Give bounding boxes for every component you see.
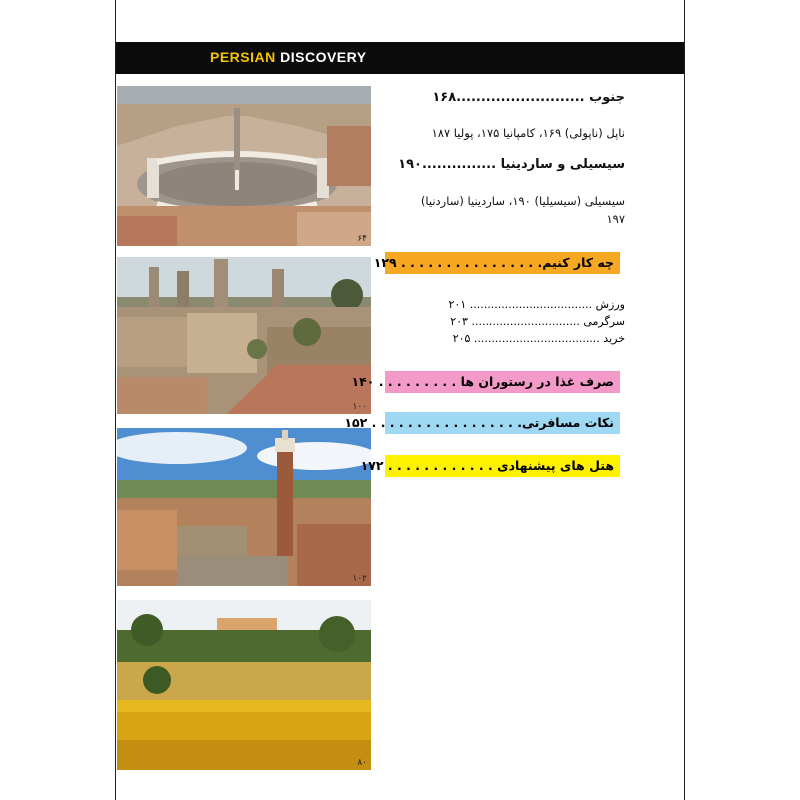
band-hotels-page: ۱۷۲ bbox=[360, 458, 384, 473]
brand-part1: PERSIAN bbox=[210, 49, 276, 65]
toc-sicily[interactable] bbox=[398, 157, 625, 172]
band-what-to-do[interactable] bbox=[373, 252, 620, 274]
toc-south-page: ۱۶۸ bbox=[432, 90, 457, 105]
toc-sicily-detail: سیسیلی (سیسیلیا) ۱۹۰، ساردینیا (ساردنیا) ۱۹۷ bbox=[420, 194, 625, 226]
toc-activity-sport[interactable]: ورزش ................................... ۲۰۱ bbox=[448, 298, 625, 311]
band-tips-page: ۱۵۲ bbox=[344, 415, 368, 430]
toc-sicily-page: ۱۹۰ bbox=[398, 157, 422, 172]
photo-tuscany-sunflowers bbox=[117, 600, 371, 770]
photo-page-number: ۸۰ bbox=[357, 758, 367, 768]
band-what-to-do-title: چه کار کنیم. . . . . . . . . . . . . . . . bbox=[401, 255, 614, 270]
photo-san-gimignano bbox=[117, 257, 371, 414]
photo-siena-tower bbox=[117, 428, 371, 586]
toc-south-detail: ناپل (ناپولی) ۱۶۹، کامپانیا ۱۷۵، پولیا ۱۸۷ bbox=[431, 126, 625, 140]
band-travel-tips[interactable] bbox=[344, 412, 620, 434]
toc-south[interactable] bbox=[432, 90, 625, 105]
photo-page-number: ۶۴ bbox=[357, 234, 367, 244]
band-dining-title: صرف غذا در رستوران ها . . . . . . . . . bbox=[378, 374, 614, 389]
band-dining-page: ۱۴۰ bbox=[351, 374, 375, 389]
toc-activity-shopping[interactable]: خرید .................................... ۲۰۵ bbox=[452, 332, 625, 345]
band-hotels[interactable] bbox=[360, 455, 620, 477]
band-dining[interactable] bbox=[351, 371, 620, 393]
header-bar bbox=[116, 42, 684, 74]
band-what-to-do-page: ۱۲۹ bbox=[373, 255, 397, 270]
toc-sicily-title: سیسیلی و ساردینیا ............... bbox=[421, 157, 625, 172]
toc-south-title: جنوب .......................... bbox=[456, 90, 625, 105]
band-hotels-title: هتل های پیشنهادی . . . . . . . . . . . . bbox=[387, 458, 614, 473]
brand-part2: DISCOVERY bbox=[280, 49, 367, 65]
band-tips-title: نکات مسافرتی. . . . . . . . . . . . . . . . . bbox=[371, 415, 614, 430]
toc-activity-entertainment[interactable]: سرگرمی ............................... ۲۰۳ bbox=[450, 315, 625, 328]
photo-st-peters-square bbox=[117, 86, 371, 246]
photo-page-number: ۱۰۰ bbox=[352, 402, 367, 412]
photo-page-number: ۱۰۲ bbox=[352, 574, 367, 584]
brand-title bbox=[210, 49, 367, 65]
